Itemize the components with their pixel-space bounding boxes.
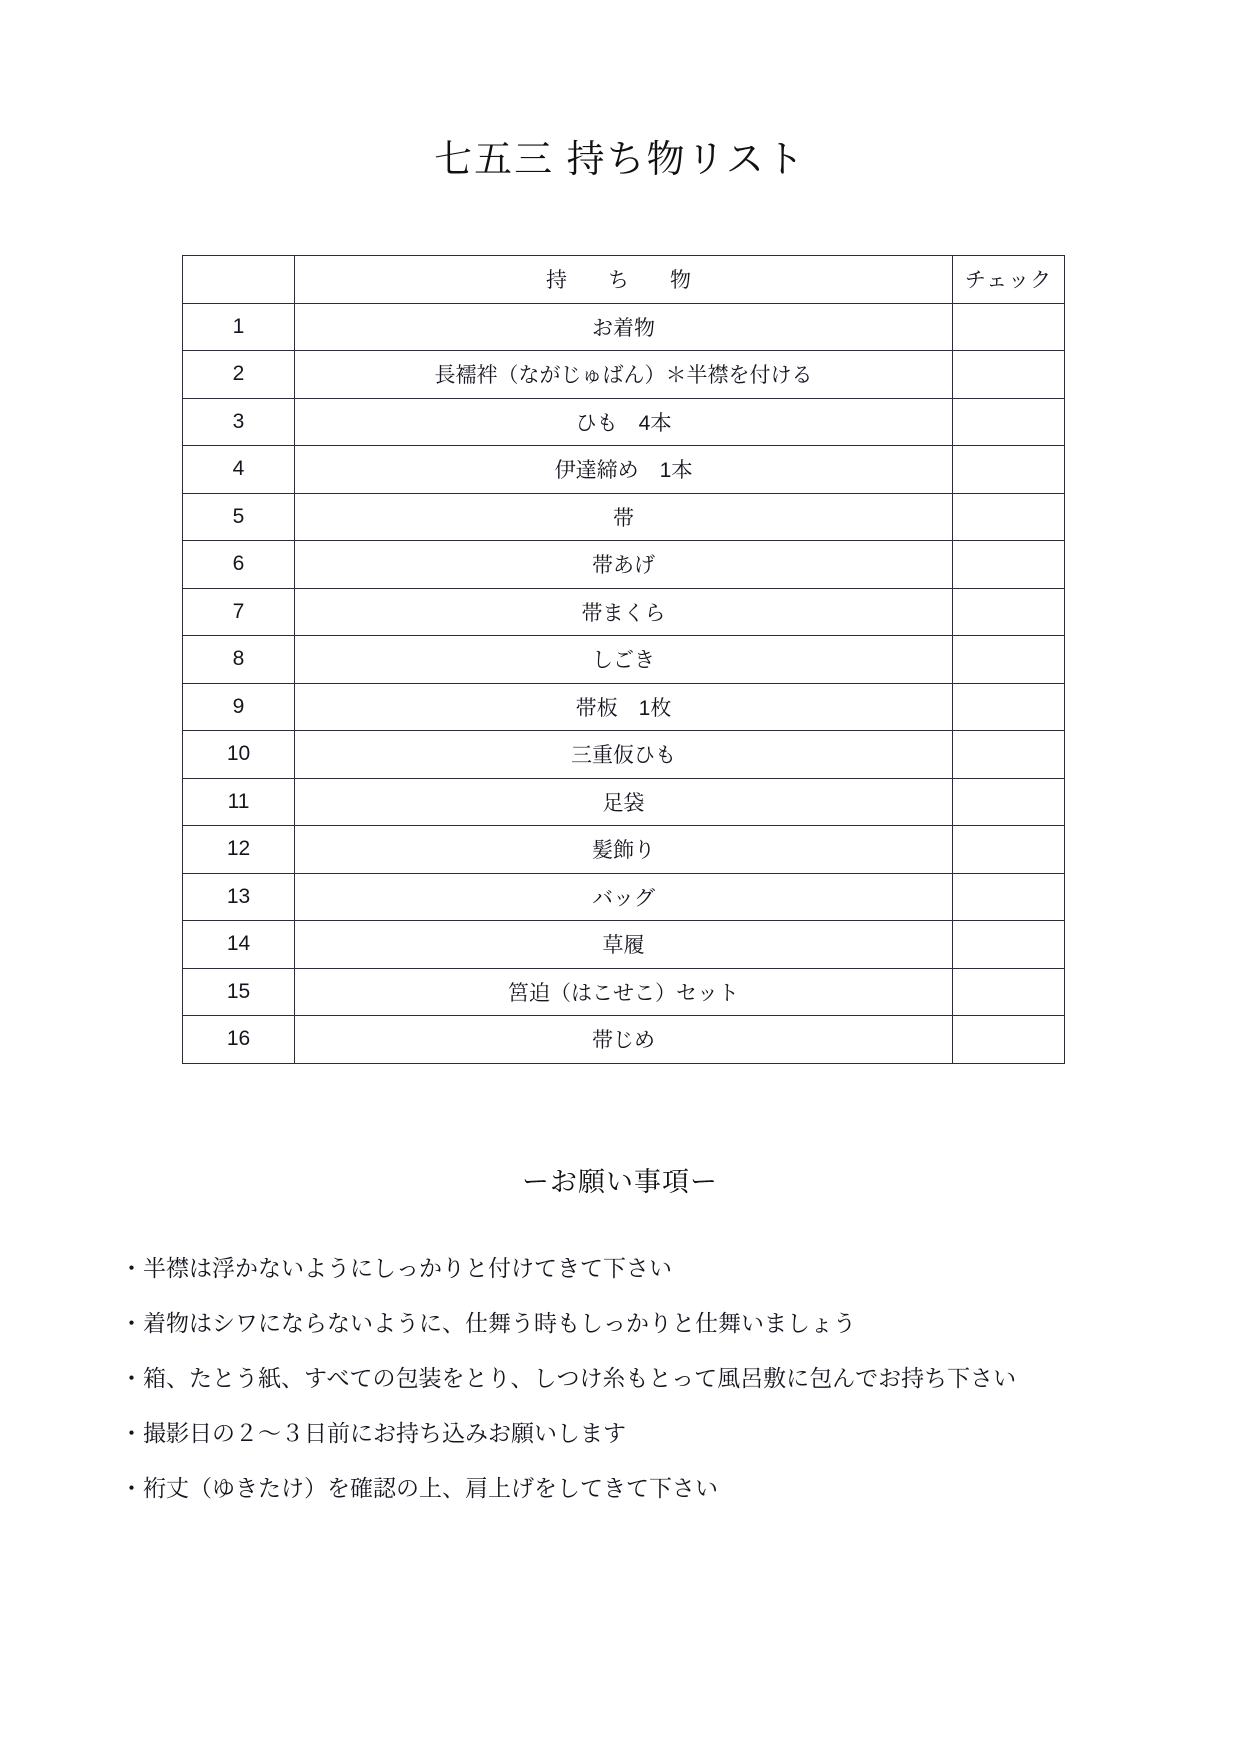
row-number: 2	[183, 351, 295, 399]
row-check-cell[interactable]	[953, 921, 1065, 969]
row-item-label: 帯	[295, 493, 953, 541]
request-item: ・裄丈（ゆきたけ）を確認の上、肩上げをしてきて下さい	[120, 1474, 718, 1501]
row-item-label: 伊達締め 1本	[295, 446, 953, 494]
row-number: 15	[183, 968, 295, 1016]
column-header-item: 持 ち 物	[295, 256, 953, 304]
row-check-cell[interactable]	[953, 588, 1065, 636]
row-number: 16	[183, 1016, 295, 1064]
row-number: 9	[183, 683, 295, 731]
row-number: 14	[183, 921, 295, 969]
row-item-label: 草履	[295, 921, 953, 969]
table-row	[183, 921, 1065, 969]
table-header-row	[183, 256, 1065, 304]
row-number: 10	[183, 731, 295, 779]
row-item-label: 足袋	[295, 778, 953, 826]
table-row	[183, 588, 1065, 636]
row-check-cell[interactable]	[953, 873, 1065, 921]
page-title: 七五三 持ち物リスト	[434, 139, 806, 181]
column-header-number	[183, 256, 295, 304]
row-item-label: バッグ	[295, 873, 953, 921]
table-row	[183, 873, 1065, 921]
table-row	[183, 303, 1065, 351]
table-row	[183, 398, 1065, 446]
row-check-cell[interactable]	[953, 493, 1065, 541]
row-check-cell[interactable]	[953, 1016, 1065, 1064]
items-table-body	[183, 303, 1065, 1063]
items-table	[182, 255, 1065, 1064]
row-item-label: 帯あげ	[295, 541, 953, 589]
row-number: 1	[183, 303, 295, 351]
row-check-cell[interactable]	[953, 398, 1065, 446]
table-row	[183, 826, 1065, 874]
table-row	[183, 683, 1065, 731]
row-check-cell[interactable]	[953, 351, 1065, 399]
table-row	[183, 541, 1065, 589]
requests-title: ーお願い事項ー	[522, 1166, 718, 1197]
request-item: ・撮影日の２～３日前にお持ち込みお願いします	[120, 1419, 626, 1446]
row-item-label: 筥迫（はこせこ）セット	[295, 968, 953, 1016]
row-check-cell[interactable]	[953, 968, 1065, 1016]
table-row	[183, 968, 1065, 1016]
row-check-cell[interactable]	[953, 826, 1065, 874]
request-item: ・着物はシワにならないように、仕舞う時もしっかりと仕舞いましょう	[120, 1309, 856, 1336]
row-check-cell[interactable]	[953, 683, 1065, 731]
row-number: 6	[183, 541, 295, 589]
row-item-label: 帯板 1枚	[295, 683, 953, 731]
column-header-check: チェック	[953, 256, 1065, 304]
table-row	[183, 731, 1065, 779]
request-item: ・箱、たとう紙、すべての包装をとり、しつけ糸もとって風呂敷に包んでお持ち下さい	[120, 1364, 1017, 1391]
row-check-cell[interactable]	[953, 778, 1065, 826]
row-check-cell[interactable]	[953, 636, 1065, 684]
table-row	[183, 1016, 1065, 1064]
row-check-cell[interactable]	[953, 731, 1065, 779]
row-item-label: お着物	[295, 303, 953, 351]
row-item-label: 長襦袢（ながじゅばん）＊半襟を付ける	[295, 351, 953, 399]
row-number: 5	[183, 493, 295, 541]
row-number: 11	[183, 778, 295, 826]
row-item-label: 三重仮ひも	[295, 731, 953, 779]
table-row	[183, 351, 1065, 399]
table-row	[183, 493, 1065, 541]
row-number: 4	[183, 446, 295, 494]
requests-list	[0, 1254, 1240, 1501]
row-number: 13	[183, 873, 295, 921]
items-table-container	[182, 255, 1058, 1064]
row-number: 7	[183, 588, 295, 636]
table-row	[183, 636, 1065, 684]
row-item-label: しごき	[295, 636, 953, 684]
request-item: ・半襟は浮かないようにしっかりと付けてきて下さい	[120, 1254, 672, 1281]
row-number: 12	[183, 826, 295, 874]
row-item-label: 髪飾り	[295, 826, 953, 874]
row-number: 3	[183, 398, 295, 446]
table-row	[183, 446, 1065, 494]
row-check-cell[interactable]	[953, 446, 1065, 494]
row-item-label: ひも 4本	[295, 398, 953, 446]
row-check-cell[interactable]	[953, 303, 1065, 351]
row-item-label: 帯まくら	[295, 588, 953, 636]
table-row	[183, 778, 1065, 826]
row-item-label: 帯じめ	[295, 1016, 953, 1064]
row-number: 8	[183, 636, 295, 684]
row-check-cell[interactable]	[953, 541, 1065, 589]
